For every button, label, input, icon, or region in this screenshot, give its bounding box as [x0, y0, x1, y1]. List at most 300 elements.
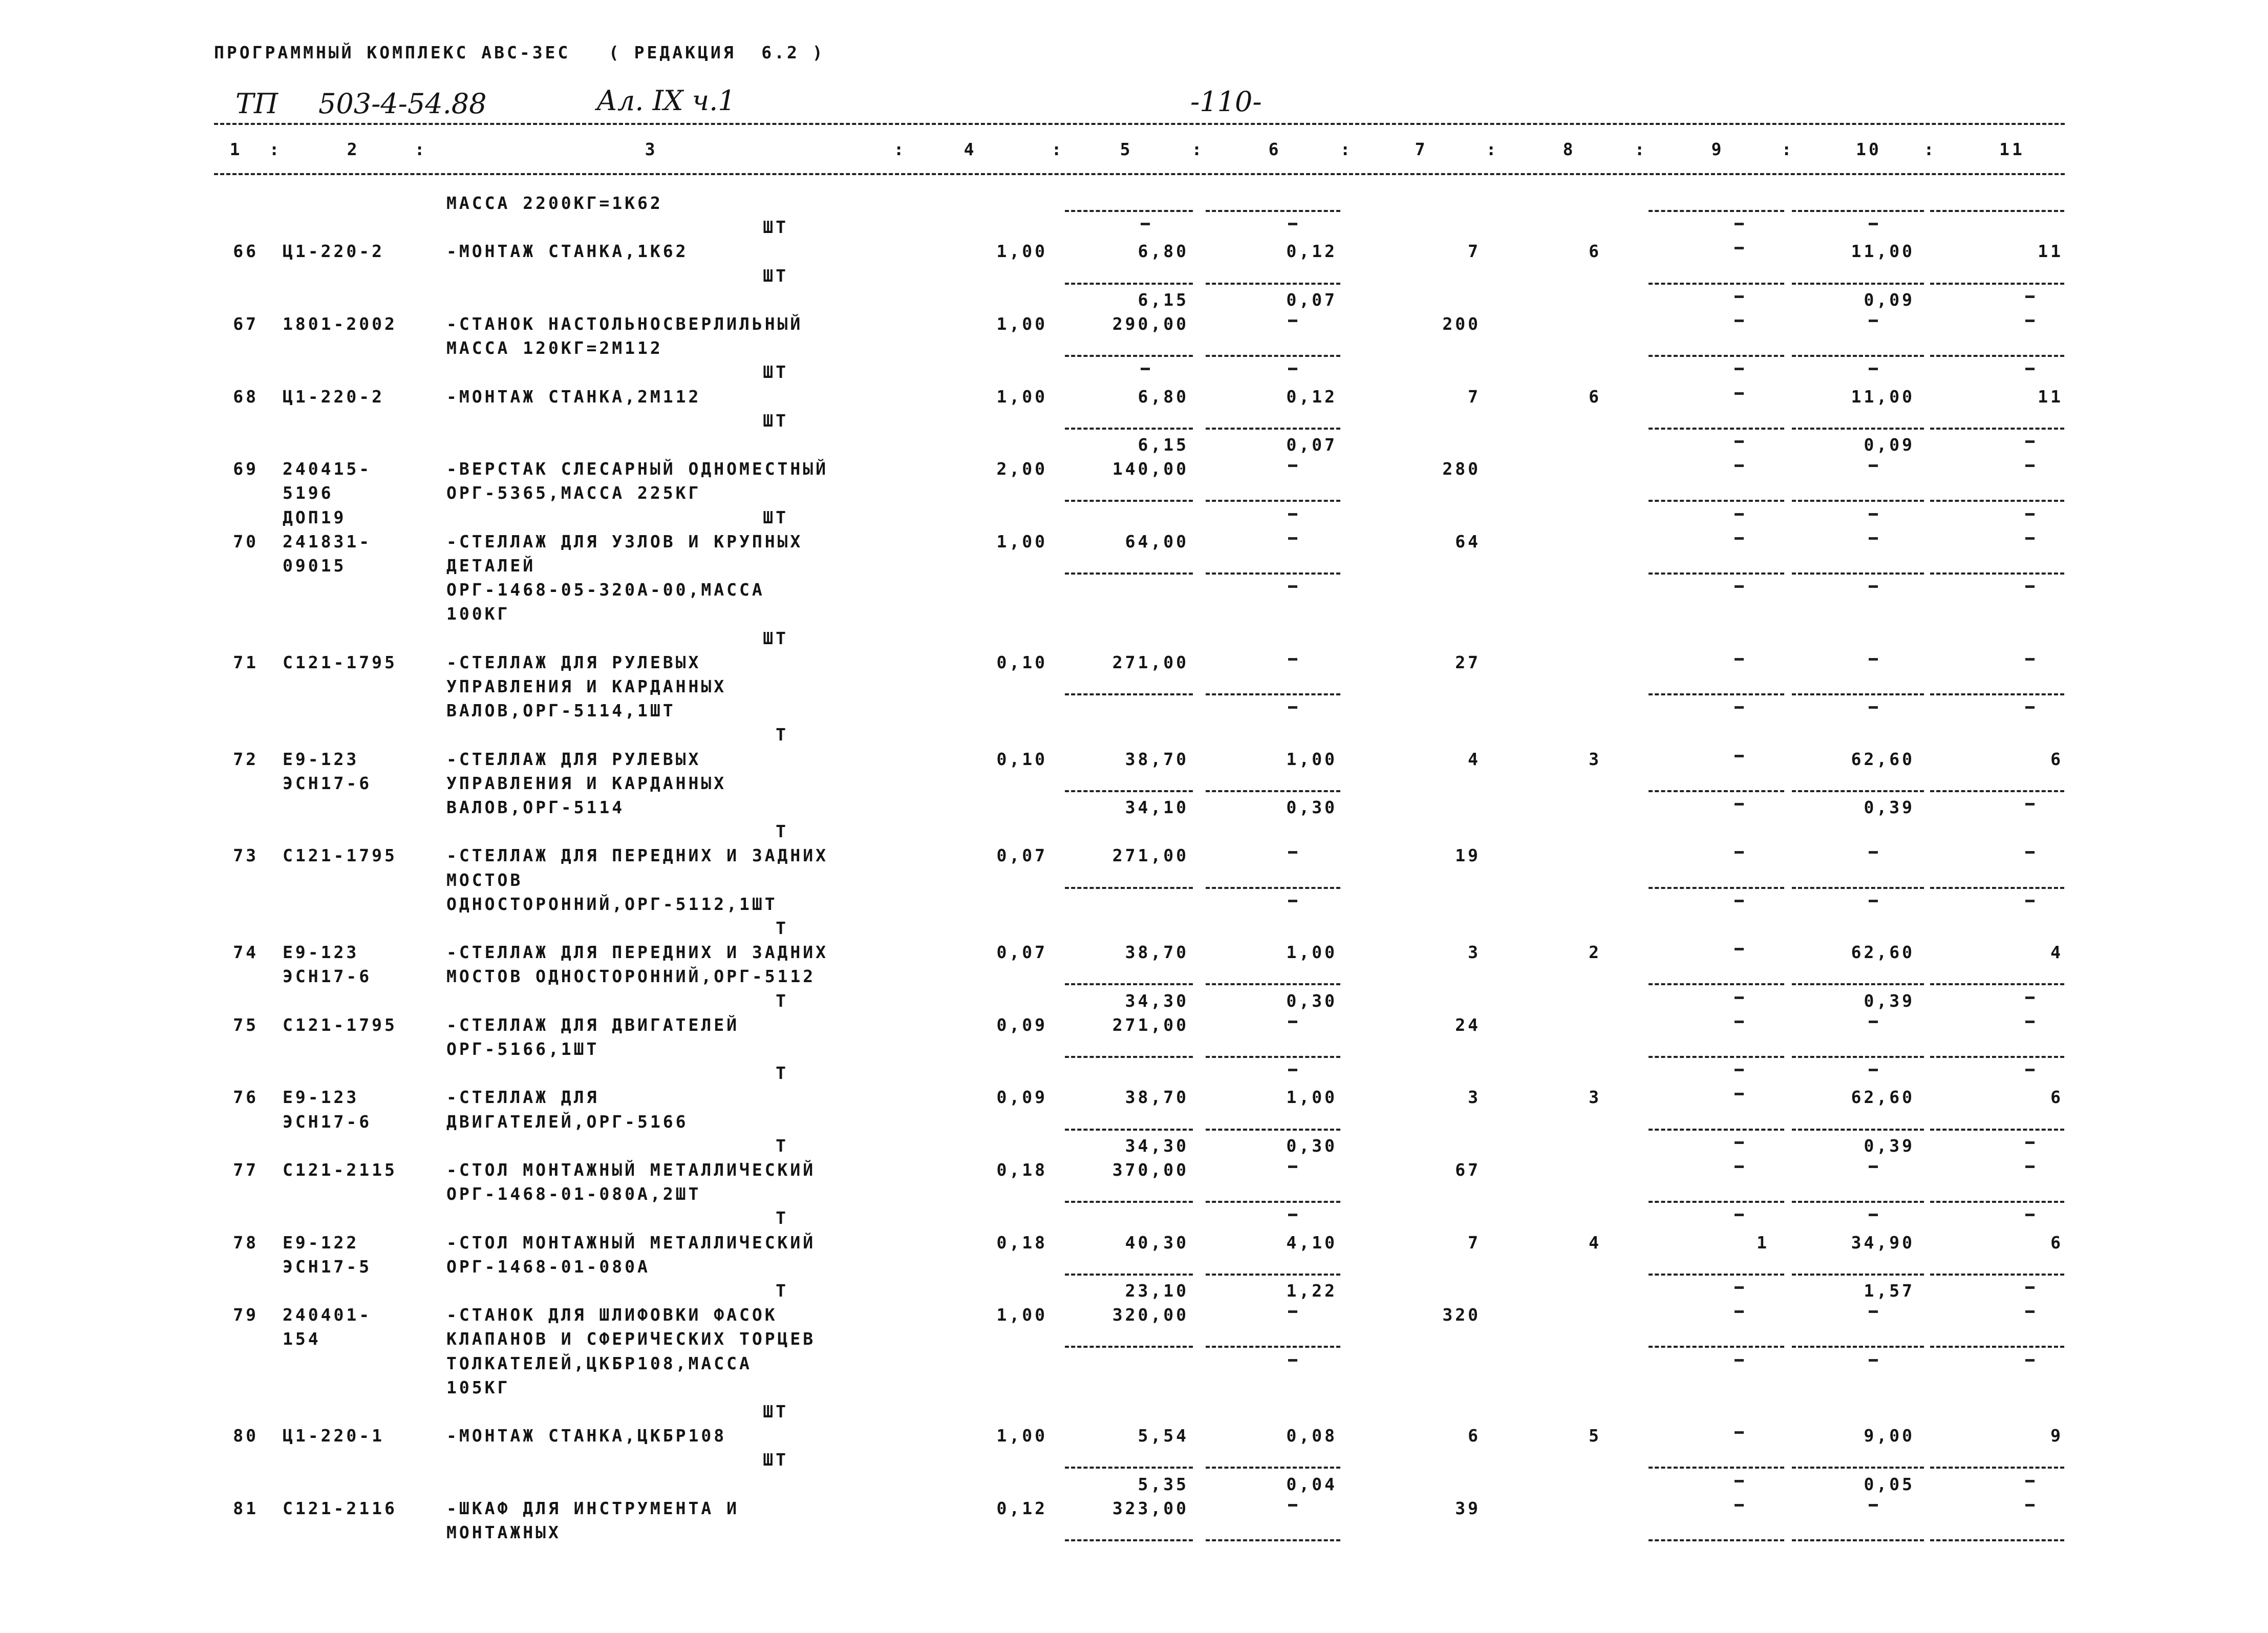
dash-mark	[2025, 851, 2035, 854]
unit-of-measure: Т	[776, 990, 788, 1011]
cell-divider	[1206, 887, 1340, 889]
column-number: 1	[229, 139, 243, 159]
value-c7: 7	[1468, 1232, 1481, 1253]
dash-mark	[1869, 537, 1878, 540]
item-code: Ц1-220-2	[283, 241, 384, 262]
cell-divider	[1930, 572, 2064, 575]
value-c6: 0,12	[1286, 241, 1337, 262]
dash-mark	[1735, 392, 1744, 395]
value-c6: 1,00	[1286, 749, 1337, 769]
item-code: Ц1-220-2	[283, 386, 384, 407]
column-number: 9	[1711, 139, 1724, 159]
unit-of-measure: ШТ	[763, 362, 788, 383]
value-c6: 0,08	[1286, 1426, 1337, 1446]
dash-mark	[1869, 223, 1878, 225]
dash-mark	[1735, 755, 1744, 757]
value-c5: 64,00	[1125, 531, 1189, 552]
dash-mark	[1869, 900, 1878, 902]
value-c6: 0,12	[1286, 386, 1337, 407]
value-c8: 3	[1589, 1087, 1601, 1108]
item-description: -ШКАФ ДЛЯ ИНСТРУМЕНТА И	[446, 1498, 739, 1518]
value-c6: 4,10	[1286, 1232, 1337, 1253]
cell-divider	[1930, 887, 2064, 889]
item-description: МОСТОВ ОДНОСТОРОННИЙ,ОРГ-5112	[446, 966, 816, 987]
value-c5: 5,54	[1138, 1426, 1189, 1446]
item-description: МАССА 2200КГ=1К62	[446, 193, 663, 213]
cell-divider	[1649, 887, 1784, 889]
subtotal-c6: 0,30	[1286, 1135, 1337, 1156]
column-number: 10	[1856, 139, 1881, 159]
item-description: ДЕТАЛЕЙ	[446, 556, 536, 576]
value-c7: 280	[1442, 459, 1481, 479]
value-c6: 1,00	[1286, 1087, 1337, 1108]
cell-divider	[1792, 1539, 1924, 1541]
item-description: ТОЛКАТЕЛЕЙ,ЦКБР108,МАССА	[446, 1353, 752, 1373]
row-number: 67	[233, 314, 259, 334]
dash-mark	[1735, 1093, 1744, 1095]
cell-divider	[1206, 983, 1340, 985]
dash-mark	[1869, 1504, 1878, 1507]
cell-divider	[1065, 355, 1193, 357]
item-code: С121-2115	[283, 1160, 397, 1180]
column-separator: :	[893, 139, 907, 159]
dash-mark	[1735, 1141, 1744, 1144]
dash-mark	[1869, 1310, 1878, 1313]
cell-divider	[1792, 1274, 1924, 1276]
dash-mark	[1288, 1165, 1297, 1168]
row-number: 80	[233, 1426, 259, 1446]
column-number: 11	[1999, 139, 2025, 159]
value-c7: 39	[1455, 1498, 1481, 1518]
row-number: 68	[233, 386, 259, 407]
cell-divider	[1649, 693, 1784, 695]
dash-mark	[1735, 1214, 1744, 1216]
item-code: 240401-	[283, 1305, 372, 1325]
subtotal-c10: 0,09	[1864, 435, 1915, 455]
value-c7: 200	[1442, 314, 1481, 334]
value-c11: 4	[2050, 942, 2063, 963]
column-separator: :	[1634, 139, 1647, 159]
value-c10: 62,60	[1851, 942, 1915, 963]
column-separator: :	[1486, 139, 1499, 159]
subtotal-c10: 0,39	[1864, 1135, 1915, 1156]
cell-divider	[1065, 428, 1193, 430]
cell-divider	[1930, 693, 2064, 695]
cell-divider	[1930, 1201, 2064, 1203]
unit-of-measure: ШТ	[763, 217, 788, 238]
item-description: -МОНТАЖ СТАНКА,2М112	[446, 386, 701, 407]
item-description: -СТОЛ МОНТАЖНЫЙ МЕТАЛЛИЧЕСКИЙ	[446, 1160, 816, 1180]
value-c5: 271,00	[1112, 652, 1189, 672]
cell-divider	[1930, 1467, 2064, 1469]
value-c10: 62,60	[1851, 1087, 1915, 1108]
row-number: 75	[233, 1014, 259, 1035]
cell-divider	[1792, 1056, 1924, 1058]
cell-divider	[1206, 1129, 1340, 1131]
dash-mark	[2025, 1310, 2035, 1313]
value-c8: 5	[1589, 1426, 1601, 1446]
column-number: 3	[645, 139, 658, 159]
value-c11: 11	[2038, 241, 2063, 262]
column-number: 5	[1120, 139, 1133, 159]
dash-mark	[2025, 440, 2035, 443]
item-description: -СТОЛ МОНТАЖНЫЙ МЕТАЛЛИЧЕСКИЙ	[446, 1232, 816, 1253]
dash-mark	[1288, 464, 1297, 467]
item-code: Е9-123	[283, 942, 359, 963]
value-c4: 0,18	[996, 1232, 1047, 1253]
cell-divider	[1930, 283, 2064, 285]
item-description: ОДНОСТОРОННИЙ,ОРГ-5112,1ШТ	[446, 894, 778, 914]
cell-divider	[1065, 1201, 1193, 1203]
value-c5: 271,00	[1112, 845, 1189, 866]
unit-of-measure: ШТ	[763, 507, 788, 527]
item-description: -СТЕЛЛАЖ ДЛЯ РУЛЕВЫХ	[446, 749, 701, 769]
dash-mark	[1288, 223, 1297, 225]
cell-divider	[1649, 1467, 1784, 1469]
dash-mark	[1735, 996, 1744, 999]
cell-divider	[1649, 572, 1784, 575]
dash-mark	[2025, 1504, 2035, 1507]
dash-mark	[1735, 295, 1744, 298]
unit-of-measure: Т	[776, 918, 788, 938]
value-c4: 0,07	[996, 942, 1047, 963]
value-c7: 7	[1468, 241, 1481, 262]
cell-divider	[1206, 283, 1340, 285]
row-number: 73	[233, 845, 259, 866]
subtotal-c6: 0,30	[1286, 797, 1337, 817]
cell-divider	[1930, 1129, 2064, 1131]
value-c8: 2	[1589, 942, 1601, 963]
item-code: С121-1795	[283, 652, 397, 672]
dash-mark	[2025, 537, 2035, 540]
item-code: Е9-122	[283, 1232, 359, 1253]
dash-mark	[1288, 658, 1297, 661]
unit-of-measure: Т	[776, 821, 788, 842]
row-number: 78	[233, 1232, 259, 1253]
cell-divider	[1792, 210, 1924, 212]
item-description: 100КГ	[446, 604, 510, 624]
value-c7: 19	[1455, 845, 1481, 866]
row-number: 79	[233, 1305, 259, 1325]
dash-mark	[1735, 900, 1744, 902]
value-c7: 320	[1442, 1305, 1481, 1325]
item-description: -СТЕЛЛАЖ ДЛЯ ПЕРЕДНИХ И ЗАДНИХ	[446, 942, 829, 963]
dash-mark	[2025, 1021, 2035, 1023]
value-c11: 6	[2050, 1087, 2063, 1108]
dash-mark	[1735, 1069, 1744, 1071]
dash-mark	[1869, 464, 1878, 467]
dash-mark	[2025, 1359, 2035, 1362]
dash-mark	[1735, 1359, 1744, 1362]
cell-divider	[1065, 1129, 1193, 1131]
subtotal-c5: 34,10	[1125, 797, 1189, 817]
value-c11: 9	[2050, 1426, 2063, 1446]
value-c4: 0,18	[996, 1160, 1047, 1180]
subtotal-c6: 0,07	[1286, 435, 1337, 455]
value-c4: 0,10	[996, 749, 1047, 769]
value-c7: 64	[1455, 531, 1481, 552]
cell-divider	[1792, 1201, 1924, 1203]
dash-mark	[1288, 1359, 1297, 1362]
dash-mark	[1735, 537, 1744, 540]
value-c4: 1,00	[996, 531, 1047, 552]
unit-of-measure: ШТ	[763, 628, 788, 648]
value-c5: 320,00	[1112, 1305, 1189, 1325]
item-description: КЛАПАНОВ И СФЕРИЧЕСКИХ ТОРЦЕВ	[446, 1329, 816, 1349]
cell-divider	[1065, 1467, 1193, 1469]
dash-mark	[1735, 658, 1744, 661]
cell-divider	[1065, 790, 1193, 792]
cell-divider	[1206, 790, 1340, 792]
cell-divider	[1792, 283, 1924, 285]
row-number: 77	[233, 1160, 259, 1180]
dash-mark	[1735, 464, 1744, 467]
dash-mark	[1735, 247, 1744, 249]
dash-mark	[1869, 1069, 1878, 1071]
dash-mark	[1288, 585, 1297, 588]
dash-mark	[2025, 900, 2035, 902]
cell-divider	[1792, 693, 1924, 695]
subtotal-c10: 0,39	[1864, 797, 1915, 817]
item-description: -ВЕРСТАК СЛЕСАРНЫЙ ОДНОМЕСТНЫЙ	[446, 459, 829, 479]
column-separator: :	[1340, 139, 1353, 159]
value-c5: 38,70	[1125, 1087, 1189, 1108]
cell-divider	[1792, 887, 1924, 889]
cell-divider	[1649, 790, 1784, 792]
value-c11: 6	[2050, 1232, 2063, 1253]
value-c8: 4	[1589, 1232, 1601, 1253]
column-separator: :	[1051, 139, 1064, 159]
cell-divider	[1792, 790, 1924, 792]
value-c4: 0,09	[996, 1087, 1047, 1108]
dash-mark	[1288, 851, 1297, 854]
value-c8: 6	[1589, 386, 1601, 407]
item-code: ЭСН17-5	[283, 1256, 372, 1277]
unit-of-measure: ШТ	[763, 1450, 788, 1470]
value-c7: 27	[1455, 652, 1481, 672]
dash-mark	[1869, 320, 1878, 322]
cell-divider	[1649, 1274, 1784, 1276]
cell-divider	[1792, 983, 1924, 985]
cell-divider	[1930, 983, 2064, 985]
item-code: С121-1795	[283, 845, 397, 866]
item-description: МОСТОВ	[446, 869, 523, 890]
cell-divider	[1065, 1056, 1193, 1058]
item-description: -СТЕЛЛАЖ ДЛЯ УЗЛОВ И КРУПНЫХ	[446, 531, 803, 552]
value-c4: 1,00	[996, 386, 1047, 407]
header-rule-bottom	[214, 173, 2065, 175]
dash-mark	[1141, 368, 1150, 370]
unit-of-measure: ШТ	[763, 1402, 788, 1422]
dash-mark	[1735, 1431, 1744, 1434]
value-c10: 9,00	[1864, 1426, 1915, 1446]
cell-divider	[1065, 500, 1193, 502]
item-description: -СТЕЛЛАЖ ДЛЯ ДВИГАТЕЛЕЙ	[446, 1014, 739, 1035]
value-c4: 2,00	[996, 459, 1047, 479]
subtotal-c6: 1,22	[1286, 1281, 1337, 1301]
item-code: С121-1795	[283, 1014, 397, 1035]
subtotal-c5: 23,10	[1125, 1281, 1189, 1301]
dash-mark	[1288, 320, 1297, 322]
value-c5: 38,70	[1125, 942, 1189, 963]
value-c7: 3	[1468, 942, 1481, 963]
cell-divider	[1206, 1274, 1340, 1276]
item-code: 09015	[283, 556, 347, 576]
cell-divider	[1792, 428, 1924, 430]
dash-mark	[1735, 1165, 1744, 1168]
item-code: Е9-123	[283, 749, 359, 769]
album-reference-handwritten: Ал. IX ч.1	[596, 84, 736, 117]
cell-divider	[1649, 1129, 1784, 1131]
subtotal-c10: 0,39	[1864, 990, 1915, 1011]
item-description: ВАЛОВ,ОРГ-5114,1ШТ	[446, 701, 676, 721]
cell-divider	[1792, 1129, 1924, 1131]
dash-mark	[1735, 706, 1744, 709]
cell-divider	[1065, 983, 1193, 985]
value-c4: 0,07	[996, 845, 1047, 866]
cell-divider	[1649, 1056, 1784, 1058]
dash-mark	[1288, 1504, 1297, 1507]
subtotal-c10: 0,09	[1864, 289, 1915, 310]
column-separator: :	[269, 139, 282, 159]
column-number: 7	[1415, 139, 1428, 159]
item-description: -МОНТАЖ СТАНКА,ЦКБР108	[446, 1426, 727, 1446]
cell-divider	[1930, 1539, 2064, 1541]
subtotal-c10: 1,57	[1864, 1281, 1915, 1301]
item-code: ДОП19	[283, 507, 347, 527]
cell-divider	[1206, 1056, 1340, 1058]
cell-divider	[1206, 1539, 1340, 1541]
subtotal-c5: 6,15	[1138, 289, 1189, 310]
value-c4: 0,10	[996, 652, 1047, 672]
dash-mark	[1141, 223, 1150, 225]
value-c7: 3	[1468, 1087, 1481, 1108]
cell-divider	[1930, 1346, 2064, 1348]
dash-mark	[1869, 513, 1878, 516]
dash-mark	[1735, 585, 1744, 588]
value-c5: 370,00	[1112, 1160, 1189, 1180]
cell-divider	[1206, 428, 1340, 430]
dash-mark	[1288, 1069, 1297, 1071]
cell-divider	[1649, 500, 1784, 502]
value-c4: 1,00	[996, 241, 1047, 262]
row-number: 74	[233, 942, 259, 963]
dash-mark	[2025, 996, 2035, 999]
row-number: 81	[233, 1498, 259, 1518]
value-c5: 6,80	[1138, 386, 1189, 407]
row-number: 76	[233, 1087, 259, 1108]
cell-divider	[1065, 572, 1193, 575]
cell-divider	[1649, 1201, 1784, 1203]
subtotal-c6: 0,30	[1286, 990, 1337, 1011]
item-code: ЭСН17-6	[283, 773, 372, 793]
value-c10: 34,90	[1851, 1232, 1915, 1253]
item-description: МАССА 120КГ=2М112	[446, 338, 663, 358]
dash-mark	[1735, 223, 1744, 225]
item-description: УПРАВЛЕНИЯ И КАРДАННЫХ	[446, 676, 727, 696]
item-description: ОРГ-5365,МАССА 225КГ	[446, 483, 701, 503]
dash-mark	[2025, 803, 2035, 805]
item-description: ОРГ-1468-01-080А,2ШТ	[446, 1184, 701, 1204]
column-number: 4	[964, 139, 977, 159]
dash-mark	[1869, 706, 1878, 709]
item-description: ОРГ-1468-01-080А	[446, 1256, 650, 1277]
item-description: ОРГ-5166,1ШТ	[446, 1039, 600, 1059]
value-c4: 1,00	[996, 314, 1047, 334]
dash-mark	[2025, 706, 2035, 709]
item-description: -СТАНОК НАСТОЛЬНОСВЕРЛИЛЬНЫЙ	[446, 314, 803, 334]
dash-mark	[1735, 368, 1744, 370]
dash-mark	[2025, 1286, 2035, 1289]
dash-mark	[1735, 1480, 1744, 1482]
cell-divider	[1206, 355, 1340, 357]
value-c8: 3	[1589, 749, 1601, 769]
row-number: 69	[233, 459, 259, 479]
value-c10: 11,00	[1851, 386, 1915, 407]
dash-mark	[1735, 1504, 1744, 1507]
cell-divider	[1065, 210, 1193, 212]
value-c6: 1,00	[1286, 942, 1337, 963]
cell-divider	[1930, 500, 2064, 502]
column-separator: :	[414, 139, 427, 159]
dash-mark	[2025, 464, 2035, 467]
value-c10: 11,00	[1851, 241, 1915, 262]
cell-divider	[1206, 1201, 1340, 1203]
item-code: 154	[283, 1329, 321, 1349]
dash-mark	[2025, 1069, 2035, 1071]
dash-mark	[1869, 585, 1878, 588]
row-number: 70	[233, 531, 259, 552]
page-number-handwritten: -110-	[1190, 86, 1262, 118]
item-code: 240415-	[283, 459, 372, 479]
value-c9: 1	[1757, 1232, 1769, 1253]
item-code: С121-2116	[283, 1498, 397, 1518]
dash-mark	[1288, 368, 1297, 370]
dash-mark	[1288, 513, 1297, 516]
column-number: 2	[347, 139, 360, 159]
row-number: 72	[233, 749, 259, 769]
unit-of-measure: Т	[776, 1281, 788, 1301]
value-c5: 6,80	[1138, 241, 1189, 262]
cell-divider	[1206, 500, 1340, 502]
value-c7: 7	[1468, 386, 1481, 407]
cell-divider	[1206, 1346, 1340, 1348]
subtotal-c6: 0,04	[1286, 1474, 1337, 1494]
row-number: 66	[233, 241, 259, 262]
column-number: 8	[1563, 139, 1576, 159]
cell-divider	[1206, 210, 1340, 212]
cell-divider	[1930, 210, 2064, 212]
cell-divider	[1065, 1346, 1193, 1348]
dash-mark	[2025, 320, 2035, 322]
row-number: 71	[233, 652, 259, 672]
item-description: -МОНТАЖ СТАНКА,1К62	[446, 241, 689, 262]
item-description: ДВИГАТЕЛЕЙ,ОРГ-5166	[446, 1111, 689, 1132]
cell-divider	[1649, 355, 1784, 357]
column-separator: :	[1781, 139, 1794, 159]
value-c7: 24	[1455, 1014, 1481, 1035]
dash-mark	[1735, 803, 1744, 805]
dash-mark	[2025, 658, 2035, 661]
value-c5: 290,00	[1112, 314, 1189, 334]
cell-divider	[1930, 355, 2064, 357]
cell-divider	[1792, 1467, 1924, 1469]
unit-of-measure: ШТ	[763, 410, 788, 431]
value-c4: 1,00	[996, 1426, 1047, 1446]
item-description: МОНТАЖНЫХ	[446, 1522, 561, 1542]
dash-mark	[1288, 1310, 1297, 1313]
cell-divider	[1792, 572, 1924, 575]
